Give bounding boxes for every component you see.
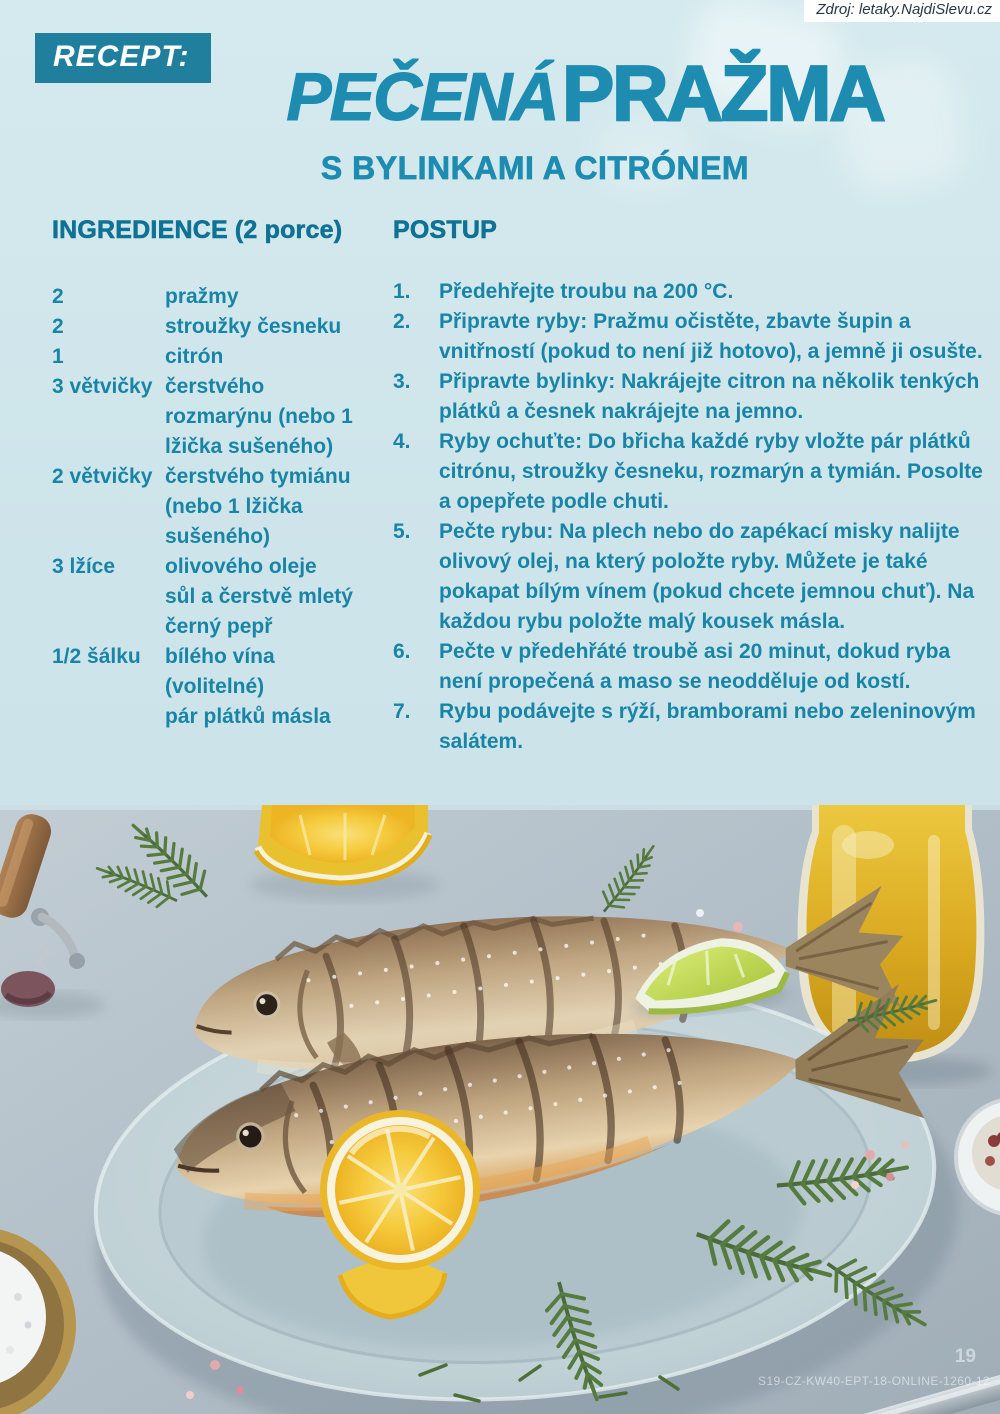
ingredient-text: čerstvého tymiánu (nebo 1 lžička sušeného) — [165, 465, 351, 548]
step-text: Rybu podávejte s rýží, bramborami nebo zeleninovým salátem. — [439, 700, 976, 753]
ingredient-text: pražmy — [165, 285, 239, 308]
ingredient-row — [52, 462, 354, 552]
source-watermark: Zdroj: letaky.NajdiSlevu.cz — [804, 0, 1000, 22]
step-number: 1. — [393, 280, 411, 303]
leaflet-code: S19-CZ-KW40-EPT-18-ONLINE-1260-12 — [758, 1374, 990, 1388]
ingredient-row — [52, 702, 354, 732]
step-text: Ryby ochuťte: Do břicha každé ryby vložte pár plátků citrónu, stroužky česneku, rozmarýn a tymián. Posolte a opepřete podle chuti. — [439, 430, 983, 513]
step-row — [393, 307, 999, 367]
step-number: 7. — [393, 700, 411, 723]
ingredient-row — [52, 372, 354, 462]
page-subtitle: S BYLINKAMI A CITRÓNEM — [320, 150, 750, 186]
ingredients-heading — [52, 216, 354, 245]
step-text: Připravte bylinky: Nakrájejte citron na několik tenkých plátků a česnek nakrájejte na jemno. — [439, 370, 980, 423]
step-row — [393, 637, 999, 697]
ingredient-row — [52, 642, 354, 702]
steps-section — [393, 216, 999, 757]
recipe-badge: RECEPT: — [35, 33, 211, 83]
ingredient-qty: 2 — [52, 315, 64, 338]
step-number: 3. — [393, 370, 411, 393]
title-lead: PEČENÁ — [286, 59, 558, 135]
ingredient-qty: 2 větvičky — [52, 465, 153, 488]
title-main: PRAŽMA — [562, 49, 884, 137]
ingredient-qty: 3 větvičky — [52, 375, 153, 398]
ingredients-list — [52, 282, 354, 732]
ingredient-text: stroužky česneku — [165, 315, 342, 338]
ingredient-row — [52, 282, 354, 312]
ingredient-text: pár plátků másla — [165, 705, 331, 728]
ingredient-text: sůl a čerstvě mletý černý pepř — [165, 585, 353, 638]
step-row — [393, 277, 999, 307]
ingredient-qty: 3 lžíce — [52, 555, 116, 578]
ingredient-text: citrón — [165, 345, 224, 368]
step-row — [393, 697, 999, 757]
step-row — [393, 367, 999, 427]
step-row — [393, 517, 999, 637]
step-text: Pečte v předehřáté troubě asi 20 minut, dokud ryba není propečená a maso se neodděluje od kostí. — [439, 640, 951, 693]
step-number: 5. — [393, 520, 411, 543]
step-number: 2. — [393, 310, 411, 333]
ingredient-qty — [52, 582, 165, 642]
step-row — [393, 427, 999, 517]
ingredient-qty — [52, 702, 165, 732]
page-number: 19 — [954, 1346, 976, 1367]
steps-heading: POSTUP — [393, 216, 497, 244]
page-title — [205, 48, 965, 139]
step-text: Připravte ryby: Pražmu očistěte, zbavte šupin a vnitřností (pokud to není již hotovo), a jemně ji osušte. — [439, 310, 983, 363]
lemon-wedge — [250, 805, 440, 901]
ingredient-row — [52, 312, 354, 342]
ingredient-row — [52, 552, 354, 582]
ingredients-section — [52, 216, 354, 732]
ingredient-qty: 1/2 šálku — [52, 645, 141, 668]
ingredient-text: olivového oleje — [165, 555, 317, 578]
step-text: Předehřejte troubu na 200 °C. — [439, 280, 734, 303]
food-photo — [0, 805, 1000, 1414]
ingredients-portions: (2 porce) — [234, 216, 343, 244]
ingredient-qty: 1 — [52, 345, 64, 368]
step-number: 6. — [393, 640, 411, 663]
ingredient-row — [52, 582, 354, 642]
step-text: Pečte rybu: Na plech nebo do zapékací misky nalijte olivový olej, na který položte ryby. Můžete je také pokapat bílým vínem (pokud chcete jemnou chuť). Na každou rybu položte malý kousek másla. — [439, 520, 975, 633]
step-number: 4. — [393, 430, 411, 453]
ingredient-text: bílého vína (volitelné) — [165, 645, 275, 698]
ingredient-row — [52, 342, 354, 372]
steps-list — [393, 277, 999, 757]
ingredient-qty: 2 — [52, 285, 64, 308]
ingredients-heading-text: INGREDIENCE — [52, 216, 228, 244]
ingredient-text: čerstvého rozmarýnu (nebo 1 lžička sušeného) — [165, 375, 353, 458]
